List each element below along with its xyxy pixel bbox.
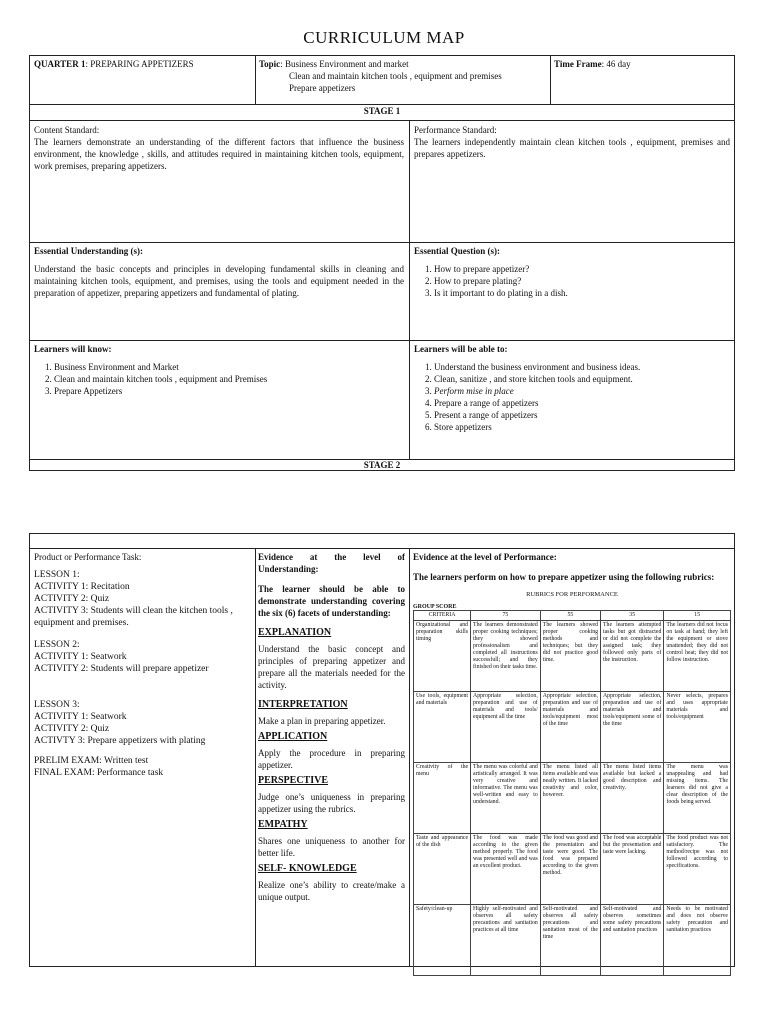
table-row: Organizational and preparation skills timing The learners demonstrated proper cooking techniques; they showed professionalism and completed all instructions successfull; and they finished on their tasks time. The learners showed proper cooking methods and techniques; but they did not practice good time. The learners attempted tasks but got distracted or did not complete the assigned task; they followed only parts of the instruction. The learners did not focus on task at hand; they left the equipment or stove unattended; they did not control heat; they did not follow instruction. (414, 621, 731, 692)
learners-will-know: Learners will know: 1. Business Environment and Market 2. Clean and maintain kitchen tools , equipment and Premises 3. Prepare Appetizers (34, 343, 404, 397)
table-header: 75 (471, 611, 541, 621)
list-item: 3. Is it important to do plating in a dish. (434, 287, 730, 299)
list-item: 6. Store appetizers (434, 421, 730, 433)
time-frame-cell: Time Frame: 46 day (554, 59, 631, 69)
list-item: 2. Clean, sanitize , and store kitchen tools and equipment. (434, 373, 730, 385)
facet-heading: EXPLANATION (258, 627, 332, 638)
facet-heading: SELF- KNOWLEDGE (258, 863, 357, 874)
table-header: 15 (664, 611, 731, 621)
product-task: Product or Performance Task: LESSON 1: ACTIVITY 1: Recitation ACTIVITY 2: Quiz ACTIVITY 3: Students will clean the kitchen tools , equipment and premises. LESSON 2: ACTIVITY 1: Seatwork ACTIVITY 2: Students will prepare appetizer LESSON 3: ACTIVITY 1: Seatwork ACTIVITY 2: Quiz ACTIVTY 3: Prepare appetizers with plating PRELIM EXAM: Written test FINAL EXAM: Performance task (34, 552, 233, 778)
essential-understanding: Essential Understanding (s): Understand the basic concepts and principles in developing fundamental skills in cleaning and maintaining kitchen tools, equipment, and premises, using the tools and equipment needed in the preparation of appetizer, preparing appetizers and fundamental of plating. (34, 246, 404, 298)
stage2-label: STAGE 2 (363, 460, 401, 470)
evidence-understanding: Evidence at the level of Understanding: The learner should be able to demonstrate understanding covering the six (6) facets of understanding: EXPLANATION Understand the basic concept and principles of preparing appetizer and prepare all the materials needed for the activity. INTERPRETATION Make a plan in preparing appetizer. APPLICATION Apply the procedure in preparing appetizer. PERSPECTIVE Judge one’s uniqueness in preparing appetizer using the rubrics. EMPATHY Shares one uniqueness to another for better life. SELF- KNOWLEDGE Realize one’s ability to create/make a unique output. (258, 552, 405, 902)
quarter-cell: QUARTER 1: PREPARING APPETIZERS (34, 59, 194, 69)
table-row: Use tools, equipment and materials Appropriate selection, preparation and use of materials and tools/ equipment all the time Appropriate selection, preparation and use of materials and tools/equipment most of the time Appropriate selection, preparation and use of materials and tools/equipment some of the time Never selects, prepares and uses appropriate materials and tools/equipment (414, 692, 731, 763)
list-item: 4. Prepare a range of appetizers (434, 397, 730, 409)
list-item: 3. Perform mise in place (434, 385, 730, 397)
list-item: 3. Prepare Appetizers (54, 385, 404, 397)
facet-heading: PERSPECTIVE (258, 775, 329, 786)
learners-will-be-able: Learners will be able to: 1. Understand the business environment and business ideas. 2. Clean, sanitize , and store kitchen tools and equipment. 3. Perform mise in place 4. Prepare a range of appetizers 5. Present a range of appetizers 6. Store appetizers (414, 343, 730, 433)
list-item: 1. Understand the business environment and business ideas. (434, 361, 730, 373)
page-title: CURRICULUM MAP (303, 28, 465, 47)
list-item: 2. Clean and maintain kitchen tools , equipment and Premises (54, 373, 404, 385)
group-score-label: GROUP SCORE (413, 604, 457, 610)
list-item: 2. How to prepare plating? (434, 275, 730, 287)
table-header: 35 (601, 611, 664, 621)
facet-heading: APPLICATION (258, 731, 328, 742)
facet-heading: INTERPRETATION (258, 699, 348, 710)
table-row: Taste and appearance of the dish The food was made according to the given method properly. The food was presented well and was an excellent product. The food was good and the presentation and taste were good. The food was prepared according to the given method. The food was acceptable but the presentation and taste were lacking. The food product was not satisfactory. The method/recipe was not followed according to specifications. (414, 834, 731, 905)
stage1-label: STAGE 1 (363, 106, 401, 116)
rubric-table (413, 610, 731, 976)
evidence-performance: Evidence at the level of Performance: The learners perform on how to prepare appetizer using the following rubrics: RUBRICS FOR PERFORMANCE GROUP SCORE CRITERIA 75 55 35 15 Organizational and preparation skills timing The learners demonstrated proper cooking techniques; they showed professionalism and completed all instructions successfull; and they finished on their tasks time. The learners showed proper cooking methods and techniques; but they did not practice good time. The learners attempted tasks but got distracted or did not complete the assigned task; they followed only parts of the instruction. The learners did not focus on task at hand; they left the equipment or stove unattended; they did not control heat; they did not follow instruction. Use tools, equipment and materials Appropriate selection, preparation and use of materials and tools/ equipment all the time Appropriate selection, preparation and use of materials and tools/equipment most of the time Appropriate selection, preparation and use of materials and tools/equipment some of the time Never selects, prepares and uses appropriate materials and tools/equipment Creativity of the menu The menu was colorful and artistically arranged. It was very creative and informative. The menu was well-written and easy to understand. The menu listed all items available and was neatly written. It lacked creativity and color, however. The menu listed items available but lacked a good description and creativity. The menu was unappealing and had missing items. The learners did not give a clear description of the foods being served. Taste and appearance of the dish The food was made according to the given method properly. The food was presented well and was an excellent product. The food was good and the presentation and taste were good. The food was prepared according to the given method. The food was acceptable but the presentation and taste were lacking. The food product was not satisfactory. The method/recipe was not followed according to specifications. Safety/clean-up Highly self-motivated and observes all safety precautions and sanitation practices at all time Self-motivated and observes all safety precautions and sanitation most of the time Self-motivated and observes sometimes some safety precautions and sanitation practices Needs to be motivated and does not observe safety precaution and sanitation practices (413, 551, 731, 976)
table-row: Creativity of the menu The menu was colorful and artistically arranged. It was very creative and informative. The menu was well-written and easy to understand. The menu listed all items available and was neatly written. It lacked creativity and color, however. The menu listed items available but lacked a good description and creativity. The menu was unappealing and had missing items. The learners did not give a clear description of the foods being served. (414, 763, 731, 834)
content-standard: Content Standard: The learners demonstrate an understanding of the different factors that influence the business environment, the knowledge , skills, and attitudes required in maintaining kitchen tools, equipment, work premises, preparing appetizers. (34, 125, 404, 171)
list-item: 1. How to prepare appetizer? (434, 263, 730, 275)
essential-question: Essential Question (s): 1. How to prepare appetizer? 2. How to prepare plating? 3. Is it important to do plating in a dish. (414, 245, 730, 299)
list-item: 5. Present a range of appetizers (434, 409, 730, 421)
topic-cell: Topic: Business Environment and market Clean and maintain kitchen tools , equipment and premises Prepare appetizers (259, 59, 502, 93)
rubric-title: RUBRICS FOR PERFORMANCE (526, 591, 618, 598)
table-header: CRITERIA (414, 611, 471, 621)
table-header: 55 (540, 611, 600, 621)
facet-heading: EMPATHY (258, 819, 308, 830)
performance-standard: Performance Standard: The learners independently maintain clean kitchen tools , equipment, premises and prepares appetizers. (414, 125, 730, 159)
list-item: 1. Business Environment and Market (54, 361, 404, 373)
table-row: Safety/clean-up Highly self-motivated and observes all safety precautions and sanitation practices at all time Self-motivated and observes all safety precautions and sanitation most of the time Self-motivated and observes sometimes some safety precautions and sanitation practices Needs to be motivated and does not observe safety precaution and sanitation practices (414, 905, 731, 976)
